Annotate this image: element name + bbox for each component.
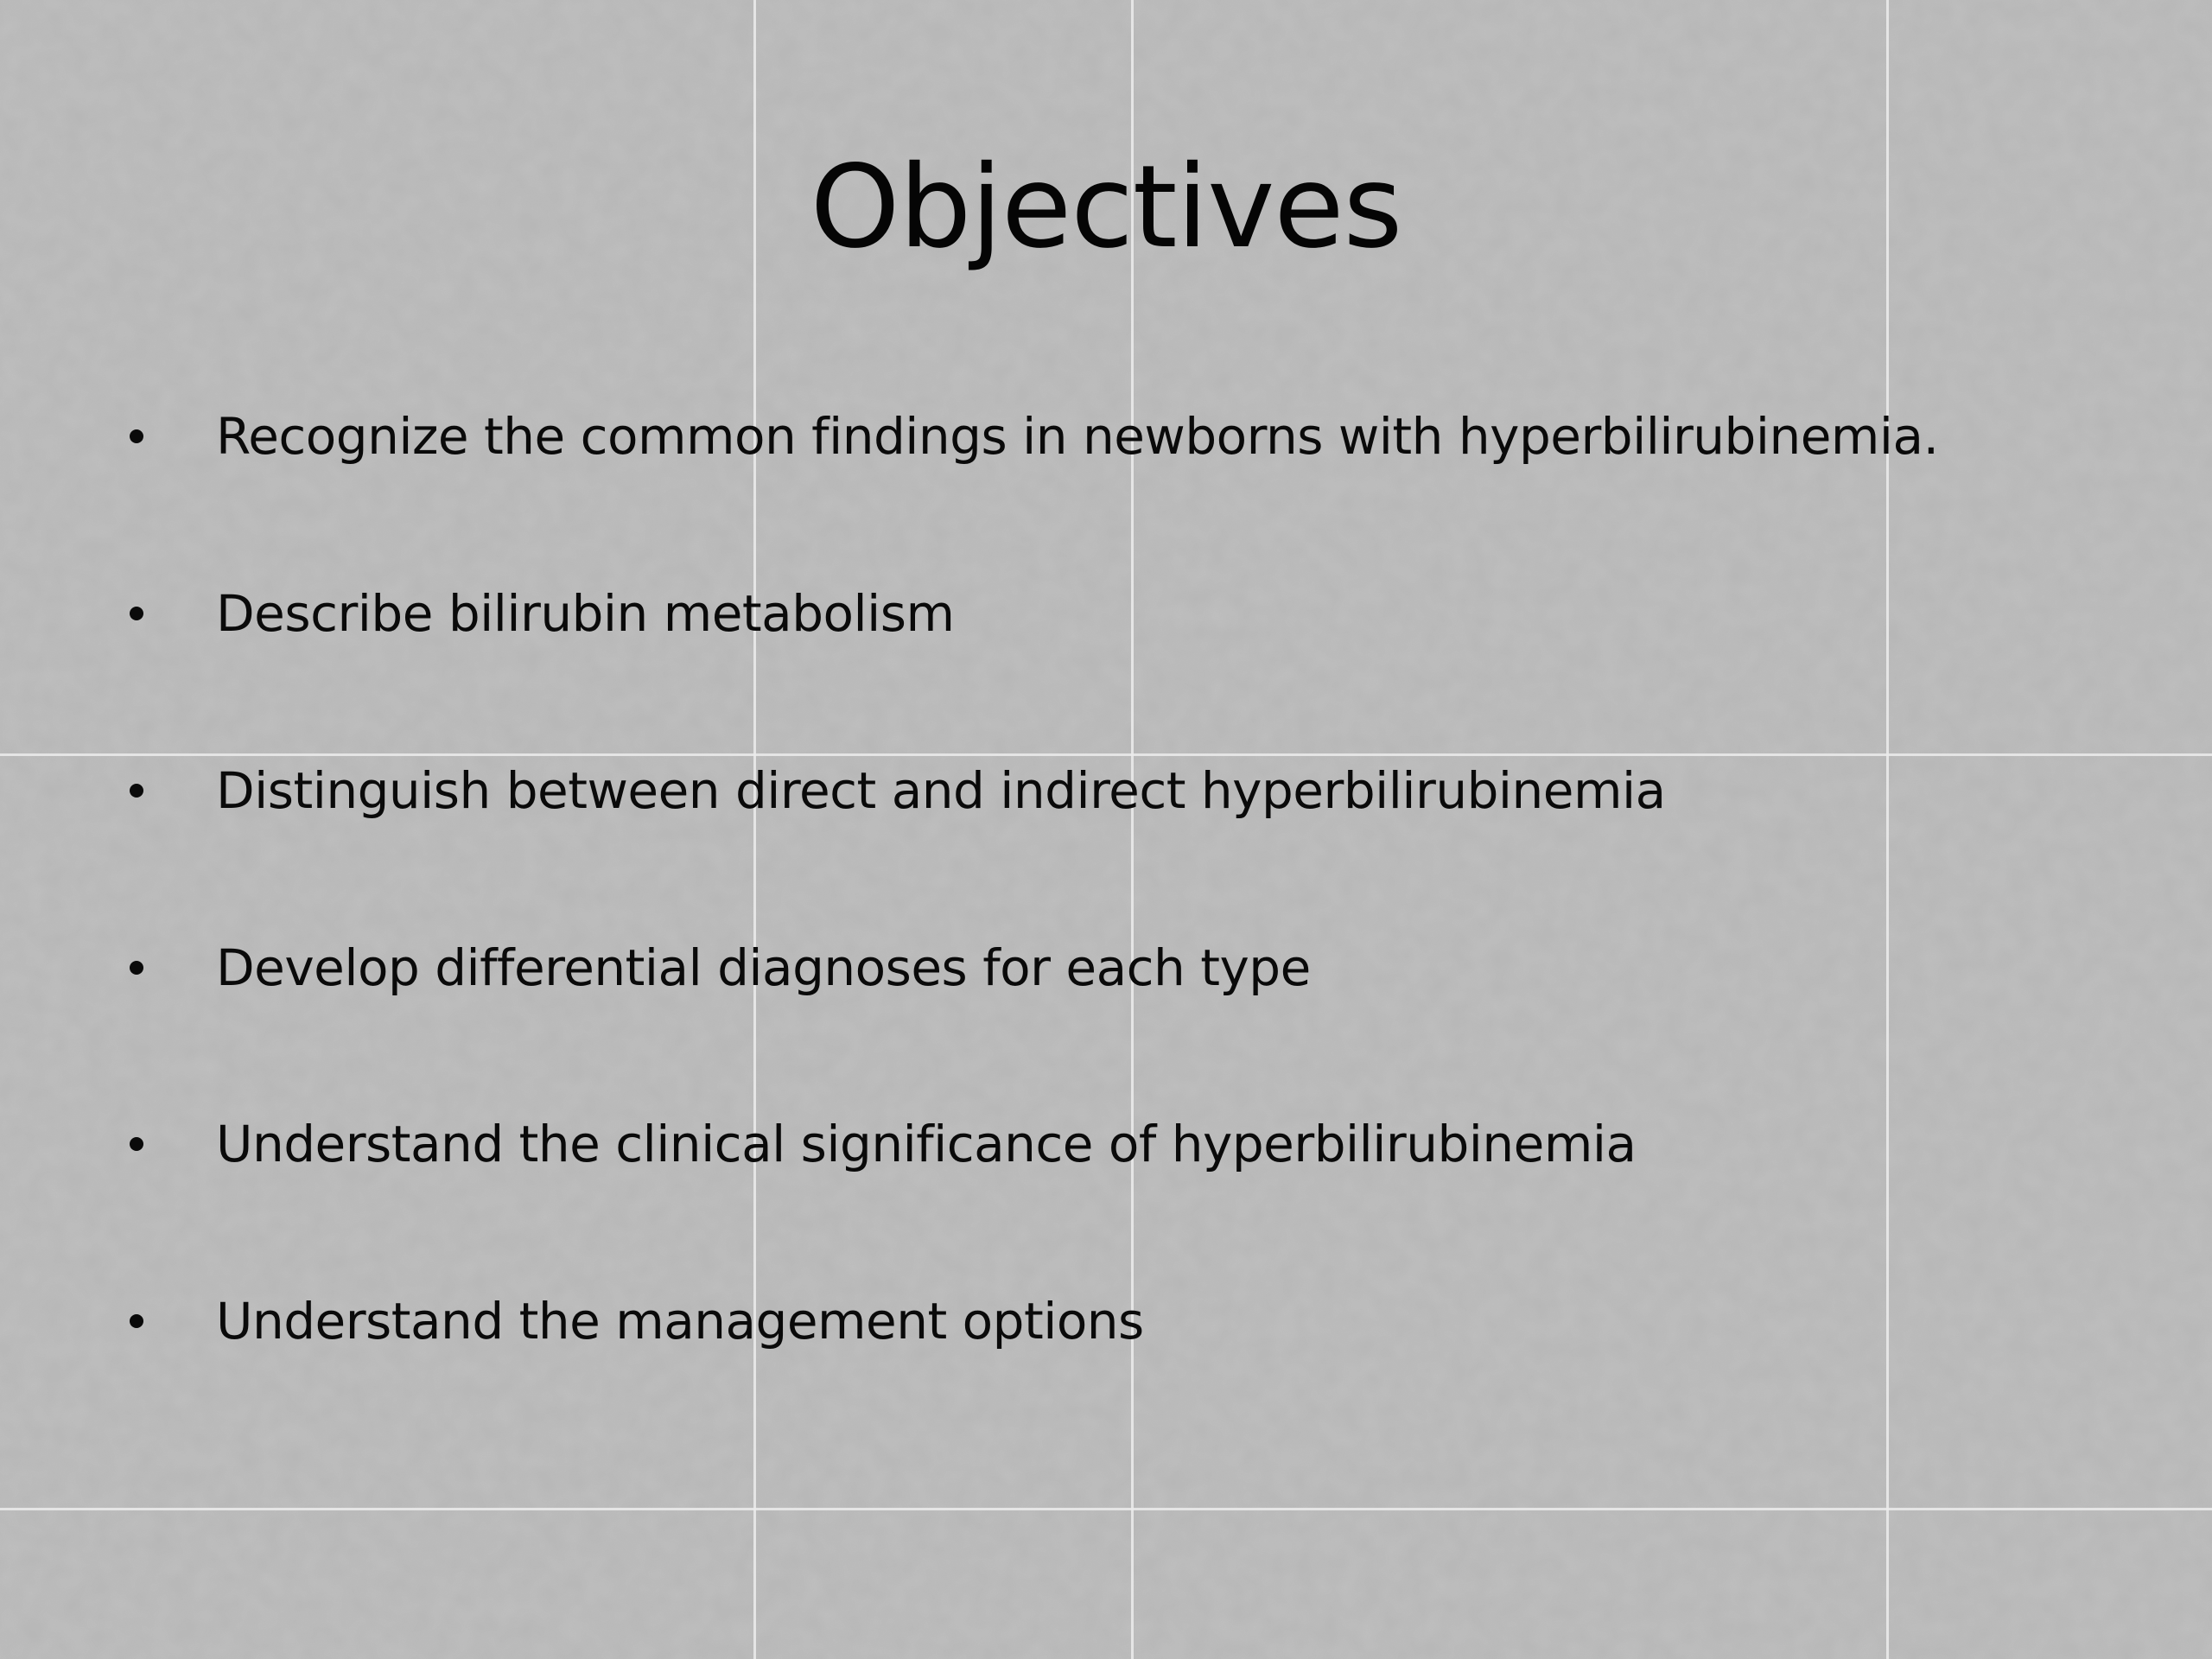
bullet-text: Understand the clinical significance of hyperbilirubinemia bbox=[216, 1115, 1637, 1173]
bullet-dot-icon bbox=[130, 429, 143, 443]
list-item bbox=[130, 1109, 2117, 1179]
list-item bbox=[130, 1287, 2117, 1356]
bullet-dot-icon bbox=[130, 1137, 143, 1151]
bullet-text: Distinguish between direct and indirect hyperbilirubinemia bbox=[216, 761, 1666, 820]
list-item bbox=[130, 579, 2117, 648]
list-item bbox=[130, 933, 2117, 1002]
bullet-dot-icon bbox=[130, 1314, 143, 1328]
bullet-dot-icon bbox=[130, 784, 143, 798]
list-item bbox=[130, 402, 2117, 471]
slide-title: Objectives bbox=[810, 141, 1402, 274]
bullet-dot-icon bbox=[130, 607, 143, 620]
bullet-text: Develop differential diagnoses for each type bbox=[216, 938, 1311, 997]
bullet-text: Describe bilirubin metabolism bbox=[216, 584, 955, 643]
bullet-dot-icon bbox=[130, 961, 143, 975]
list-item bbox=[130, 756, 2117, 825]
bullet-text: Understand the management options bbox=[216, 1292, 1144, 1351]
bullet-text: Recognize the common findings in newborns with hyperbilirubinemia. bbox=[216, 407, 1939, 466]
gridline-horizontal bbox=[0, 1508, 2212, 1510]
